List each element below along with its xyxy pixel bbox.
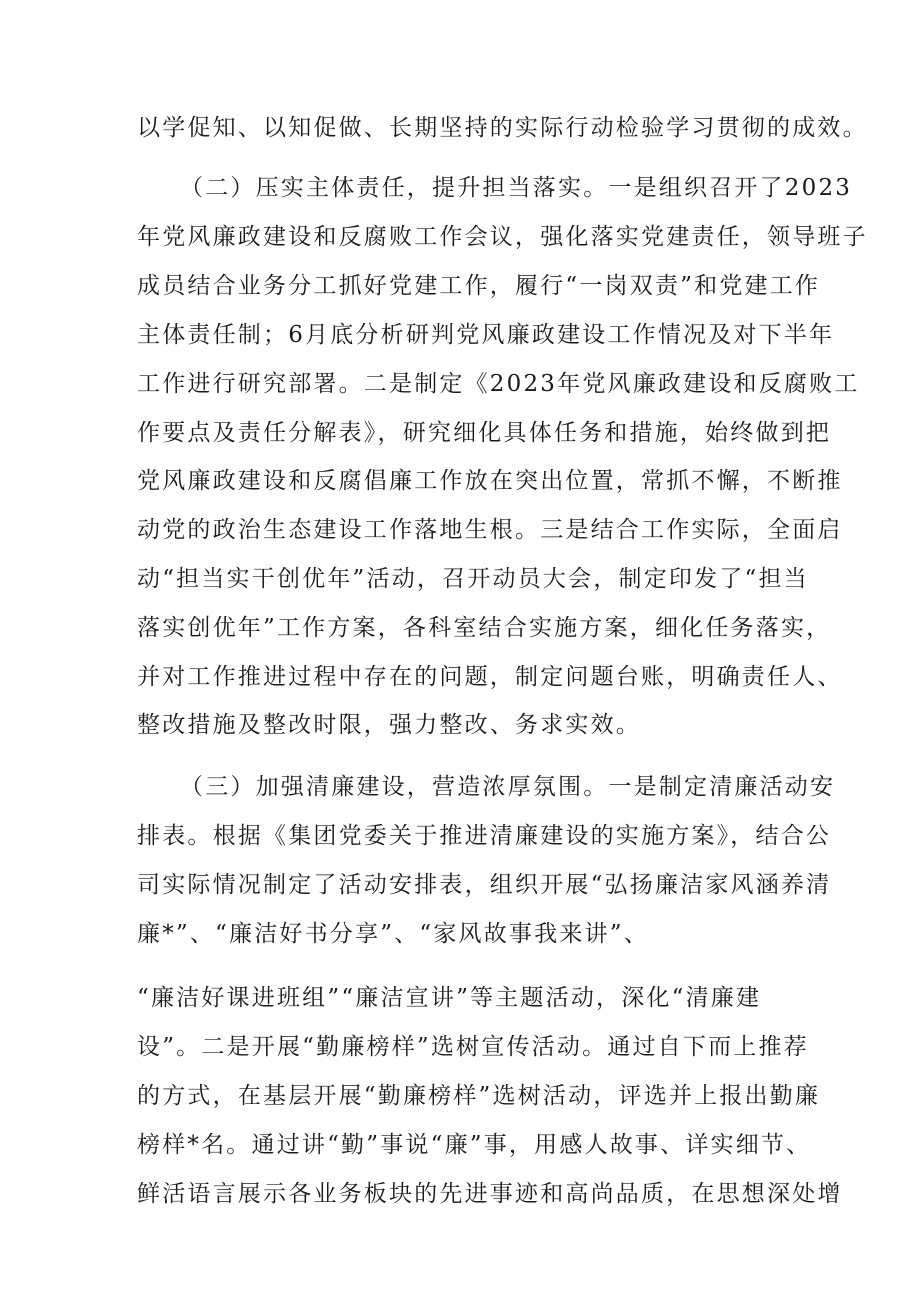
text-line: 设”。二是开展“勤廉榜样”选树宣传活动。通过自下而上推荐: [137, 1034, 809, 1060]
text-line: 年党风廉政建设和反腐败工作会议，强化落实党建责任，领导班子: [137, 224, 868, 250]
text-line: 党风廉政建设和反腐倡廉工作放在突出位置，常抓不懈，不断推: [137, 468, 843, 494]
section-2-heading-line: （二）压实主体责任，提升担当落实。一是组织召开了2023: [180, 175, 853, 201]
text-line: 成员结合业务分工抓好党建工作，履行“一岗双责”和党建工作: [137, 273, 821, 299]
text-line: “廉洁好课进班组”“廉洁宣讲”等主题活动，深化“清廉建: [137, 985, 762, 1011]
text-line: 工作进行研究部署。二是制定《2023年党风廉政建设和反腐败工: [137, 371, 860, 397]
text-line: 榜样*名。通过讲“勤”事说“廉”事，用感人故事、详实细节、: [137, 1132, 812, 1158]
text-line: 廉*”、“廉洁好书分享”、“家风故事我来讲”、: [137, 921, 649, 947]
text-line: 排表。根据《集团党委关于推进清廉建设的实施方案》，结合公: [137, 823, 832, 849]
text-line: 司实际情况制定了活动安排表，组织开展“弘扬廉洁家风涵养清: [137, 872, 832, 898]
text-line: 作要点及责任分解表》，研究细化具体任务和措施，始终做到把: [137, 420, 832, 446]
text-line: 动“担当实干创优年”活动，召开动员大会，制定印发了“担当: [137, 566, 809, 592]
text-line: 落实创优年”工作方案，各科室结合实施方案，细化任务落实，: [137, 615, 832, 641]
text-line: 并对工作推进过程中存在的问题，制定问题台账，明确责任人、: [137, 664, 843, 690]
section-3-heading-line: （三）加强清廉建设，营造浓厚氛围。一是制定清廉活动安: [180, 774, 836, 800]
text-line: 鲜活语言展示各业务板块的先进事迹和高尚品质，在思想深处增: [137, 1181, 843, 1207]
text-line: 以学促知、以知促做、长期坚持的实际行动检验学习贯彻的成效。: [137, 115, 868, 141]
text-line: 的方式，在基层开展“勤廉榜样”选树活动，评选并上报出勤廉: [137, 1083, 821, 1109]
text-line: 整改措施及整改时限，强力整改、务求实效。: [137, 712, 641, 738]
text-line: 动党的政治生态建设工作落地生根。三是结合工作实际，全面启: [137, 517, 843, 543]
text-line: 主体责任制；6月底分析研判党风廉政建设工作情况及对下半年: [137, 322, 835, 348]
